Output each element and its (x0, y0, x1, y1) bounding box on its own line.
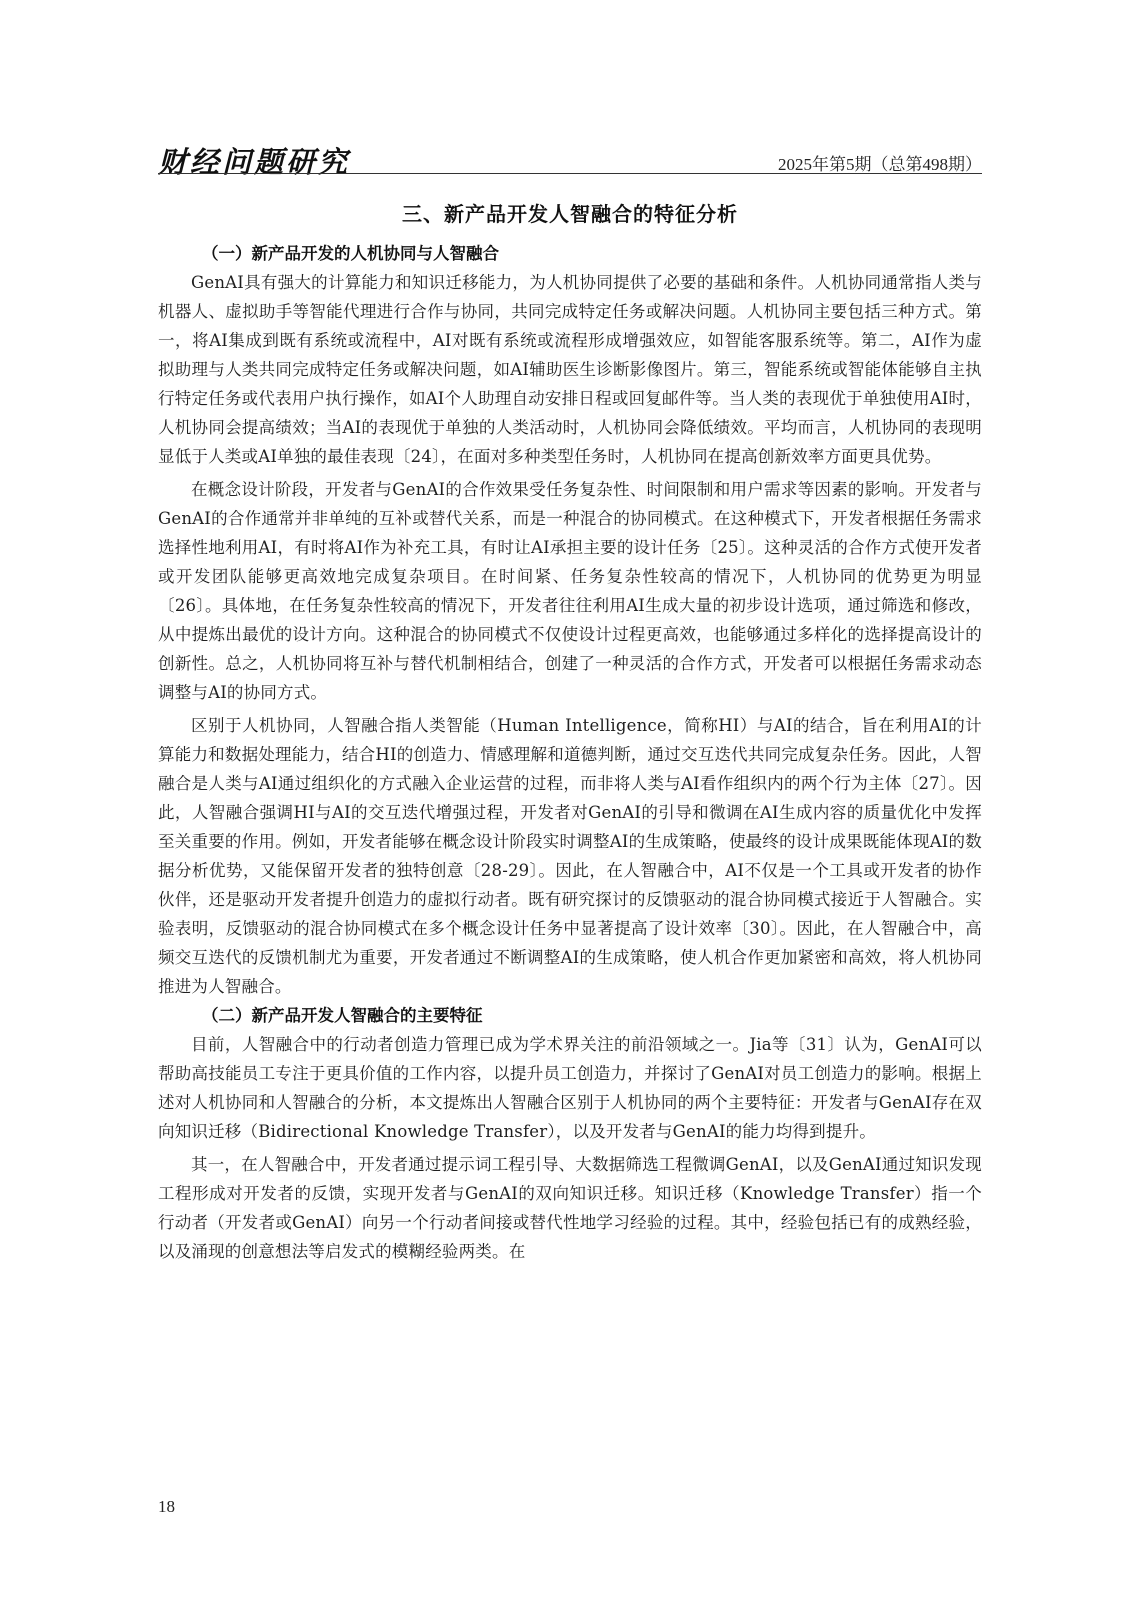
page-number: 18 (158, 1497, 175, 1516)
section-title: 三、新产品开发人智融合的特征分析 (402, 202, 738, 226)
journal-logo: 财经问题研究 (158, 145, 351, 179)
paragraph: 目前，人智融合中的行动者创造力管理已成为学术界关注的前沿领域之一。Jia等〔31〕认为，GenAI可以帮助高技能员工专注于更具价值的工作内容，以提升员工创造力，并探讨了GenAI对员工创造力的影响。根据上述对人机协同和人智融合的分析，本文提炼出人智融合区别于人机协同的两个主要特征：开发者与GenAI存在双向知识迁移（Bidirectional Knowledge Transfer），以及开发者与GenAI的能力均得到提升。 (158, 1035, 982, 1141)
header-divider (158, 173, 982, 174)
issue-info: 2025年第5期（总第498期） (778, 155, 982, 174)
paragraph: GenAI具有强大的计算能力和知识迁移能力，为人机协同提供了必要的基础和条件。人机协同通常指人类与机器人、虚拟助手等智能代理进行合作与协同，共同完成特定任务或解决问题。人机协同主要包括三种方式。第一，将AI集成到既有系统或流程中，AI对既有系统或流程形成增强效应，如智能客服系统等。第二，AI作为虚拟助理与人类共同完成特定任务或解决问题，如AI辅助医生诊断影像图片。第三，智能系统或智能体能够自主执行特定任务或代表用户执行操作，如AI个人助理自动安排日程或回复邮件等。当人类的表现优于单独使用AI时，人机协同会提高绩效；当AI的表现优于单独的人类活动时，人机协同会降低绩效。平均而言，人机协同的表现明显低于人类或AI单独的最佳表现〔24〕，在面对多种类型任务时，人机协同在提高创新效率方面更具优势。 (158, 273, 982, 466)
paragraph: 其一，在人智融合中，开发者通过提示词工程引导、大数据筛选工程微调GenAI，以及GenAI通过知识发现工程形成对开发者的反馈，实现开发者与GenAI的双向知识迁移。知识迁移（Knowledge Transfer）指一个行动者（开发者或GenAI）向另一个行动者间接或替代性地学习经验的过程。其中，经验包括已有的成熟经验，以及涌现的创意想法等启发式的模糊经验两类。在 (158, 1155, 982, 1261)
subsection-title-2: （二）新产品开发人智融合的主要特征 (202, 1006, 483, 1025)
article-body (158, 190, 982, 1266)
paragraph: 在概念设计阶段，开发者与GenAI的合作效果受任务复杂性、时间限制和用户需求等因素的影响。开发者与GenAI的合作通常并非单纯的互补或替代关系，而是一种混合的协同模式。在这种模式下，开发者根据任务需求选择性地利用AI，有时将AI作为补充工具，有时让AI承担主要的设计任务〔25〕。这种灵活的合作方式使开发者或开发团队能够更高效地完成复杂项目。在时间紧、任务复杂性较高的情况下，人机协同的优势更为明显〔26〕。具体地，在任务复杂性较高的情况下，开发者往往利用AI生成大量的初步设计选项，通过筛选和修改，从中提炼出最优的设计方向。这种混合的协同模式不仅使设计过程更高效，也能够通过多样化的选择提高设计的创新性。总之，人机协同将互补与替代机制相结合，创建了一种灵活的合作方式，开发者可以根据任务需求动态调整与AI的协同方式。 (158, 480, 982, 702)
subsection-title-1: （一）新产品开发的人机协同与人智融合 (202, 244, 499, 263)
paragraph: 区别于人机协同，人智融合指人类智能（Human Intelligence，简称HI）与AI的结合，旨在利用AI的计算能力和数据处理能力，结合HI的创造力、情感理解和道德判断，通过交互迭代共同完成复杂任务。因此，人智融合是人类与AI通过组织化的方式融入企业运营的过程，而非将人类与AI看作组织内的两个行为主体〔27〕。因此，人智融合强调HI与AI的交互迭代增强过程，开发者对GenAI的引导和微调在AI生成内容的质量优化中发挥至关重要的作用。例如，开发者能够在概念设计阶段实时调整AI的生成策略，使最终的设计成果既能体现AI的数据分析优势，又能保留开发者的独特创意〔28-29〕。因此，在人智融合中，AI不仅是一个工具或开发者的协作伙伴，还是驱动开发者提升创造力的虚拟行动者。既有研究探讨的反馈驱动的混合协同模式接近于人智融合。实验表明，反馈驱动的混合协同模式在多个概念设计任务中显著提高了设计效率〔30〕。因此，在人智融合中，高频交互迭代的反馈机制尤为重要，开发者通过不断调整AI的生成策略，使人机合作更加紧密和高效，将人机协同推进为人智融合。 (158, 716, 982, 996)
